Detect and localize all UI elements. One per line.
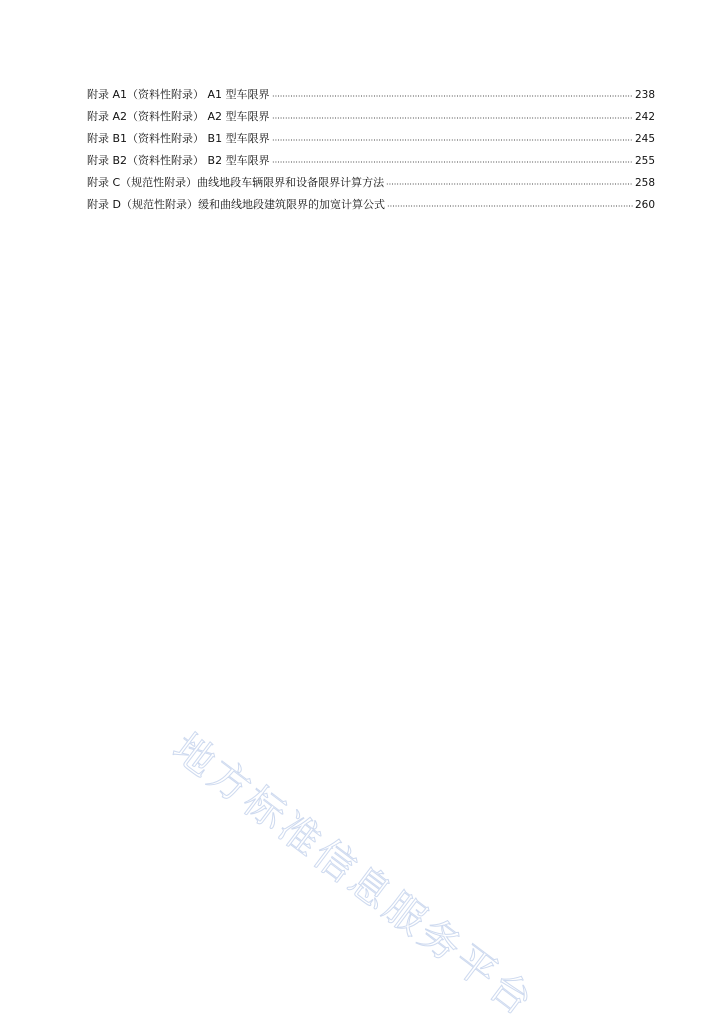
toc-entry-appendix-c[interactable] (87, 174, 655, 196)
toc-entry-label: 附录 A2（资料性附录） A2 型车限界 (87, 110, 270, 123)
toc-entry-label: 附录 B1（资料性附录） B1 型车限界 (87, 132, 270, 145)
toc-entry-page-number: 242 (634, 111, 655, 123)
toc-entry-label: 附录 A1（资料性附录） A1 型车限界 (87, 88, 270, 101)
toc-entry-page-number: 238 (634, 89, 655, 101)
toc-entry-label: 附录 B2（资料性附录） B2 型车限界 (87, 154, 270, 167)
dot-leader (272, 130, 633, 142)
dot-leader (386, 174, 633, 186)
toc-entry-appendix-b2[interactable] (87, 152, 655, 174)
toc-entry-appendix-a1[interactable] (87, 86, 655, 108)
dot-leader (272, 152, 633, 164)
toc-entry-appendix-b1[interactable] (87, 130, 655, 152)
toc-entry-appendix-a2[interactable] (87, 108, 655, 130)
toc-entry-page-number: 245 (634, 133, 655, 145)
toc-entry-page-number: 260 (634, 199, 655, 211)
toc-entry-appendix-d[interactable] (87, 196, 655, 218)
dot-leader (387, 196, 633, 208)
dot-leader (272, 86, 633, 98)
toc-entry-page-number: 255 (634, 155, 655, 167)
toc-entry-label: 附录 C（规范性附录）曲线地段车辆限界和设备限界计算方法 (87, 176, 385, 189)
dot-leader (272, 108, 633, 120)
table-of-contents (87, 86, 655, 218)
watermark: 地方标准信息服务平台 (164, 724, 544, 1027)
toc-entry-label: 附录 D（规范性附录）缓和曲线地段建筑限界的加宽计算公式 (87, 198, 385, 211)
toc-entry-page-number: 258 (634, 177, 655, 189)
